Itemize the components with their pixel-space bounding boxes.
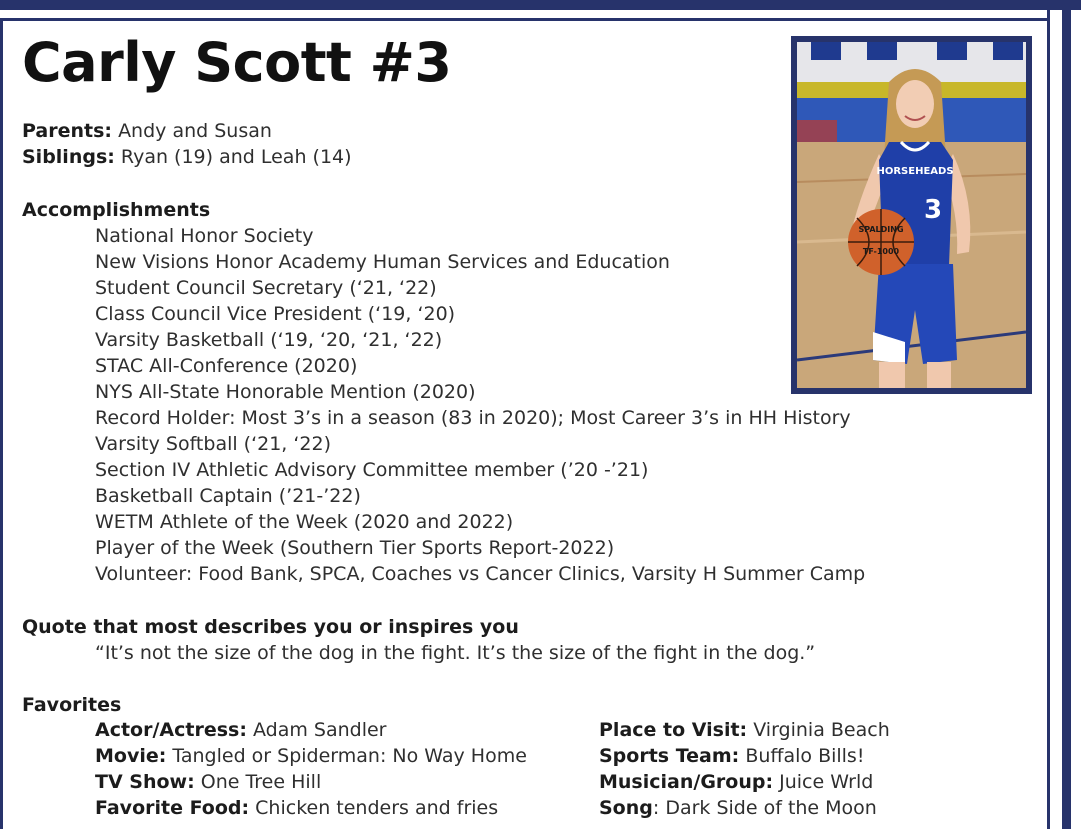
favorite-label: Place to Visit: [599, 719, 748, 741]
list-item: Basketball Captain (’21-’22) [95, 485, 361, 507]
player-photo-illustration [797, 42, 1026, 388]
favorite-tv-show [95, 769, 321, 795]
list-item: STAC All-Conference (2020) [95, 355, 358, 377]
ball-brand-text: SPALDING [858, 225, 904, 234]
parents-value: Andy and Susan [118, 120, 272, 142]
list-item: Player of the Week (Southern Tier Sports Report-2022) [95, 537, 615, 559]
favorite-place [599, 717, 890, 743]
list-item: Record Holder: Most 3’s in a season (83 in 2020); Most Career 3’s in HH History [95, 407, 851, 429]
favorite-song [599, 795, 877, 821]
favorite-label: Sports Team: [599, 745, 740, 767]
list-item: NYS All-State Honorable Mention (2020) [95, 381, 476, 403]
quote-text: “It’s not the size of the dog in the fight. It’s the size of the fight in the dog.” [95, 642, 816, 664]
favorites-heading: Favorites [22, 694, 122, 716]
favorite-label: Favorite Food: [95, 797, 250, 819]
favorite-value: Tangled or Spiderman: No Way Home [172, 745, 527, 767]
favorite-sports-team [599, 743, 864, 769]
favorite-separator: : [652, 797, 660, 819]
ball-model-text: TF-1000 [862, 247, 900, 256]
frame-right-inner-border [1047, 10, 1050, 829]
accomplishments-heading: Accomplishments [22, 199, 211, 221]
jersey-text: HORSEHEADS [876, 166, 954, 177]
list-item: National Honor Society [95, 225, 314, 247]
parents-line [22, 118, 272, 144]
favorite-label: Song [599, 797, 653, 819]
list-item: Student Council Secretary (‘21, ‘22) [95, 277, 437, 299]
favorite-value: Buffalo Bills! [745, 745, 865, 767]
list-item: Varsity Basketball (‘19, ‘20, ‘21, ‘22) [95, 329, 443, 351]
favorite-musician [599, 769, 873, 795]
favorite-label: Actor/Actress: [95, 719, 247, 741]
list-item: Class Council Vice President (‘19, ‘20) [95, 303, 456, 325]
frame-right-outer-border [1062, 0, 1071, 829]
page-title: Carly Scott #3 [22, 31, 452, 94]
favorite-value: Virginia Beach [753, 719, 890, 741]
quote-heading: Quote that most describes you or inspires you [22, 616, 519, 638]
list-item: Varsity Softball (‘21, ‘22) [95, 433, 332, 455]
accomplishments-list [95, 223, 865, 587]
frame-left-border [0, 18, 3, 829]
frame-top-border [0, 0, 1081, 10]
list-item: WETM Athlete of the Week (2020 and 2022) [95, 511, 514, 533]
jersey-number: 3 [923, 195, 943, 225]
favorite-value: Chicken tenders and fries [255, 797, 499, 819]
favorite-value: Dark Side of the Moon [665, 797, 877, 819]
favorite-actor [95, 717, 387, 743]
favorite-label: TV Show: [95, 771, 195, 793]
favorite-value: Adam Sandler [252, 719, 387, 741]
favorite-value: One Tree Hill [200, 771, 322, 793]
list-item: Volunteer: Food Bank, SPCA, Coaches vs Cancer Clinics, Varsity H Summer Camp [95, 563, 866, 585]
parents-label: Parents: [22, 120, 113, 142]
siblings-value: Ryan (19) and Leah (14) [120, 146, 352, 168]
list-item: New Visions Honor Academy Human Services and Education [95, 251, 670, 273]
favorite-food [95, 795, 498, 821]
siblings-label: Siblings: [22, 146, 115, 168]
player-photo [791, 36, 1032, 394]
frame-top-inner-border [0, 18, 1050, 21]
list-item: Section IV Athletic Advisory Committee member (’20 -’21) [95, 459, 649, 481]
favorite-value: Juice Wrld [779, 771, 874, 793]
siblings-line [22, 144, 352, 170]
favorite-label: Musician/Group: [599, 771, 774, 793]
favorite-label: Movie: [95, 745, 167, 767]
favorite-movie [95, 743, 527, 769]
